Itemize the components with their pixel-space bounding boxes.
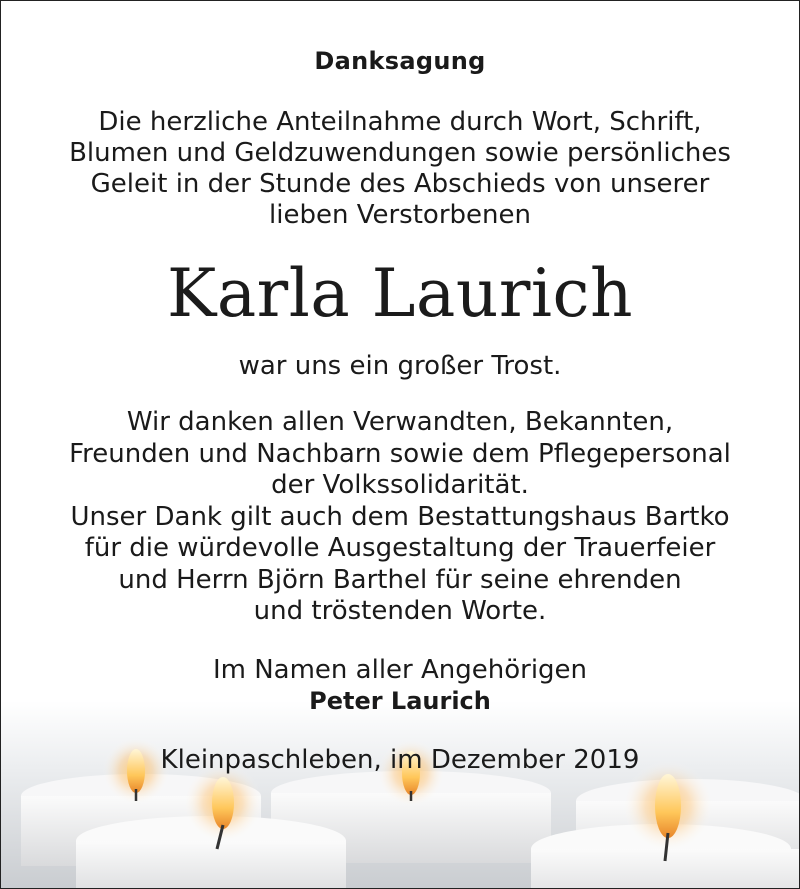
thanks-line: Wir danken allen Verwandten, Bekannten, bbox=[126, 407, 674, 437]
notice-heading: Danksagung bbox=[314, 47, 486, 75]
deceased-name: Karla Laurich bbox=[167, 255, 633, 332]
intro-line: Geleit in der Stunde des Abschieds von unserer bbox=[90, 169, 710, 199]
intro-line: lieben Verstorbenen bbox=[269, 200, 531, 230]
thanks-text bbox=[1, 407, 799, 628]
thanks-line: für die würdevolle Ausgestaltung der Trauerfeier bbox=[84, 533, 716, 563]
comfort-line: war uns ein großer Trost. bbox=[238, 351, 562, 381]
signer-name: Peter Laurich bbox=[309, 687, 491, 715]
intro-line: Blumen und Geldzuwendungen sowie persönliches bbox=[69, 138, 731, 168]
thanks-line: der Volkssolidarität. bbox=[271, 470, 529, 500]
thanks-line: Unser Dank gilt auch dem Bestattungshaus Bartko bbox=[70, 501, 730, 532]
candles-image bbox=[1, 701, 800, 889]
place-date: Kleinpaschleben, im Dezember 2019 bbox=[160, 745, 640, 775]
on-behalf-line: Im Namen aller Angehörigen bbox=[212, 655, 588, 685]
thanks-line: und tröstenden Worte. bbox=[253, 596, 547, 626]
intro-line: Die herzliche Anteilnahme durch Wort, Schrift, bbox=[98, 107, 702, 137]
thanks-line: Freunden und Nachbarn sowie dem Pflegepersonal bbox=[69, 438, 731, 469]
intro-text bbox=[1, 107, 799, 231]
thanks-line: und Herrn Björn Barthel für seine ehrenden bbox=[118, 564, 682, 595]
